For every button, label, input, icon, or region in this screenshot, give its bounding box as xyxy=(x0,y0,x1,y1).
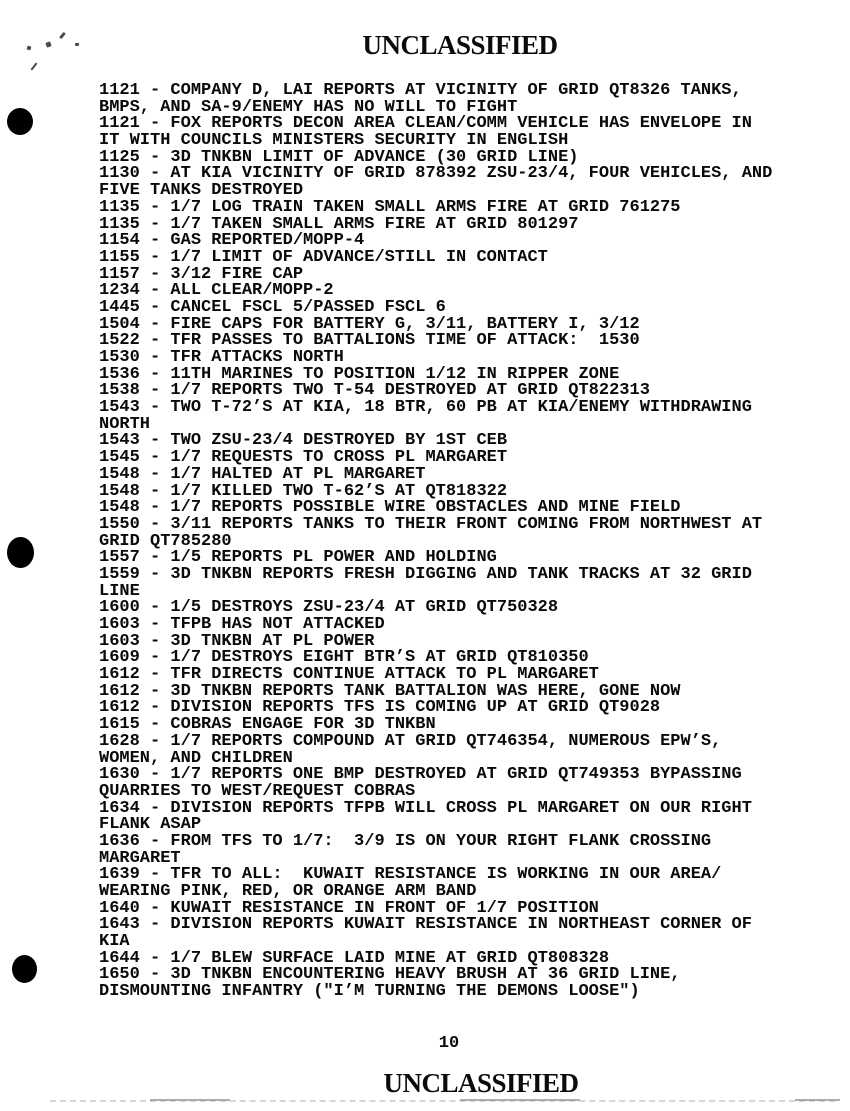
scan-artifact-dash xyxy=(795,1099,840,1101)
log-line: 1543 - TWO ZSU-23/4 DESTROYED BY 1ST CEB xyxy=(99,431,508,451)
scan-artifact-dash xyxy=(460,1099,580,1101)
log-line: 1628 - 1/7 REPORTS COMPOUND AT GRID QT746354, NUMEROUS EPW’S, xyxy=(99,731,722,751)
pencil-mark xyxy=(30,62,37,70)
daily-log-text xyxy=(99,83,772,1001)
log-line: 1548 - 1/7 REPORTS POSSIBLE WIRE OBSTACLES AND MINE FIELD xyxy=(99,498,681,518)
log-line: 1644 - 1/7 BLEW SURFACE LAID MINE AT GRID QT808328 xyxy=(99,948,610,968)
classification-footer: UNCLASSIFIED xyxy=(383,1068,579,1098)
log-line: 1157 - 3/12 FIRE CAP xyxy=(99,264,304,284)
pencil-mark xyxy=(27,46,32,51)
log-line: 1135 - 1/7 TAKEN SMALL ARMS FIRE AT GRID 801297 xyxy=(99,214,579,234)
log-line: 1504 - FIRE CAPS FOR BATTERY G, 3/11, BATTERY I, 3/12 xyxy=(99,314,640,334)
log-line: 1609 - 1/7 DESTROYS EIGHT BTR’S AT GRID QT810350 xyxy=(99,648,589,668)
log-line: 1548 - 1/7 HALTED AT PL MARGARET xyxy=(99,464,426,484)
log-line: NORTH xyxy=(99,414,151,434)
log-line: 1545 - 1/7 REQUESTS TO CROSS PL MARGARET xyxy=(99,448,508,468)
log-line: 1548 - 1/7 KILLED TWO T-62’S AT QT818322 xyxy=(99,481,508,501)
log-line: 1636 - FROM TFS TO 1/7: 3/9 IS ON YOUR RIGHT FLANK CROSSING xyxy=(99,831,712,851)
log-line: 1234 - ALL CLEAR/MOPP-2 xyxy=(99,281,334,301)
log-line: 1603 - 3D TNKBN AT PL POWER xyxy=(99,631,375,651)
log-line: 1640 - KUWAIT RESISTANCE IN FRONT OF 1/7 POSITION xyxy=(99,898,599,918)
hole-punch-dot xyxy=(7,537,34,568)
classification-header: UNCLASSIFIED xyxy=(362,30,558,60)
log-line: 1538 - 1/7 REPORTS TWO T-54 DESTROYED AT GRID QT822313 xyxy=(99,381,650,401)
log-line: 1130 - AT KIA VICINITY OF GRID 878392 ZSU-23/4, FOUR VEHICLES, AND xyxy=(99,164,773,184)
log-line: WOMEN, AND CHILDREN xyxy=(99,748,293,768)
pencil-mark xyxy=(75,43,79,46)
log-line: 1615 - COBRAS ENGAGE FOR 3D TNKBN xyxy=(99,715,436,735)
log-line: QUARRIES TO WEST/REQUEST COBRAS xyxy=(99,781,416,801)
log-line: 1530 - TFR ATTACKS NORTH xyxy=(99,348,344,367)
pencil-mark xyxy=(59,32,66,39)
log-line: KIA xyxy=(99,932,130,952)
log-line: 1639 - TFR TO ALL: KUWAIT RESISTANCE IS WORKING IN OUR AREA/ xyxy=(99,865,722,885)
log-line: 1543 - TWO T-72’S AT KIA, 18 BTR, 60 PB AT KIA/ENEMY WITHDRAWING xyxy=(99,398,752,418)
log-line: 1559 - 3D TNKBN REPORTS FRESH DIGGING AND TANK TRACKS AT 32 GRID xyxy=(99,564,752,584)
log-line: MARGARET xyxy=(99,848,181,868)
log-line: WEARING PINK, RED, OR ORANGE ARM BAND xyxy=(99,882,477,901)
log-line: 1121 - FOX REPORTS DECON AREA CLEAN/COMM VEHICLE HAS ENVELOPE IN xyxy=(99,114,752,134)
log-line: 1603 - TFPB HAS NOT ATTACKED xyxy=(99,615,385,634)
log-line: 1522 - TFR PASSES TO BATTALIONS TIME OF ATTACK: 1530 xyxy=(99,331,640,351)
log-line: 1630 - 1/7 REPORTS ONE BMP DESTROYED AT GRID QT749353 BYPASSING xyxy=(99,765,742,785)
log-line: 1600 - 1/5 DESTROYS ZSU-23/4 AT GRID QT750328 xyxy=(99,598,559,618)
hole-punch-dot xyxy=(12,955,37,983)
log-line: 1125 - 3D TNKBN LIMIT OF ADVANCE (30 GRID LINE) xyxy=(99,147,579,167)
log-line: LINE xyxy=(99,581,140,601)
log-line: 1121 - COMPANY D, LAI REPORTS AT VICINITY OF GRID QT8326 TANKS, xyxy=(99,81,742,100)
log-line: FLANK ASAP xyxy=(99,815,202,835)
log-line: 1643 - DIVISION REPORTS KUWAIT RESISTANCE IN NORTHEAST CORNER OF xyxy=(99,915,752,935)
log-line: 1612 - TFR DIRECTS CONTINUE ATTACK TO PL MARGARET xyxy=(99,665,599,685)
log-line: 1650 - 3D TNKBN ENCOUNTERING HEAVY BRUSH AT 36 GRID LINE, xyxy=(99,965,681,985)
log-line: DISMOUNTING INFANTRY ("I’M TURNING THE DEMONS LOOSE") xyxy=(99,982,640,1002)
scan-artifact-dash xyxy=(150,1099,230,1101)
log-line: 1612 - 3D TNKBN REPORTS TANK BATTALION WAS HERE, GONE NOW xyxy=(99,681,681,701)
log-line: IT WITH COUNCILS MINISTERS SECURITY IN ENGLISH xyxy=(99,131,569,151)
log-line: 1550 - 3/11 REPORTS TANKS TO THEIR FRONT COMING FROM NORTHWEST AT xyxy=(99,514,763,534)
log-line: 1536 - 11TH MARINES TO POSITION 1/12 IN RIPPER ZONE xyxy=(99,364,620,384)
log-line: BMPS, AND SA-9/ENEMY HAS NO WILL TO FIGHT xyxy=(99,97,518,117)
log-line: 1612 - DIVISION REPORTS TFS IS COMING UP AT GRID QT9028 xyxy=(99,698,661,718)
pencil-mark xyxy=(45,41,51,47)
log-line: 1557 - 1/5 REPORTS PL POWER AND HOLDING xyxy=(99,548,497,568)
log-line: 1155 - 1/7 LIMIT OF ADVANCE/STILL IN CONTACT xyxy=(99,247,548,267)
log-line: 1135 - 1/7 LOG TRAIN TAKEN SMALL ARMS FIRE AT GRID 761275 xyxy=(99,197,681,217)
log-line: FIVE TANKS DESTROYED xyxy=(99,181,304,201)
hole-punch-dot xyxy=(7,108,33,135)
page-number: 10 xyxy=(438,1034,460,1053)
log-line: 1154 - GAS REPORTED/MOPP-4 xyxy=(99,231,365,251)
log-line: GRID QT785280 xyxy=(99,531,232,551)
log-line: 1634 - DIVISION REPORTS TFPB WILL CROSS PL MARGARET ON OUR RIGHT xyxy=(99,798,752,818)
log-line: 1445 - CANCEL FSCL 5/PASSED FSCL 6 xyxy=(99,297,446,317)
